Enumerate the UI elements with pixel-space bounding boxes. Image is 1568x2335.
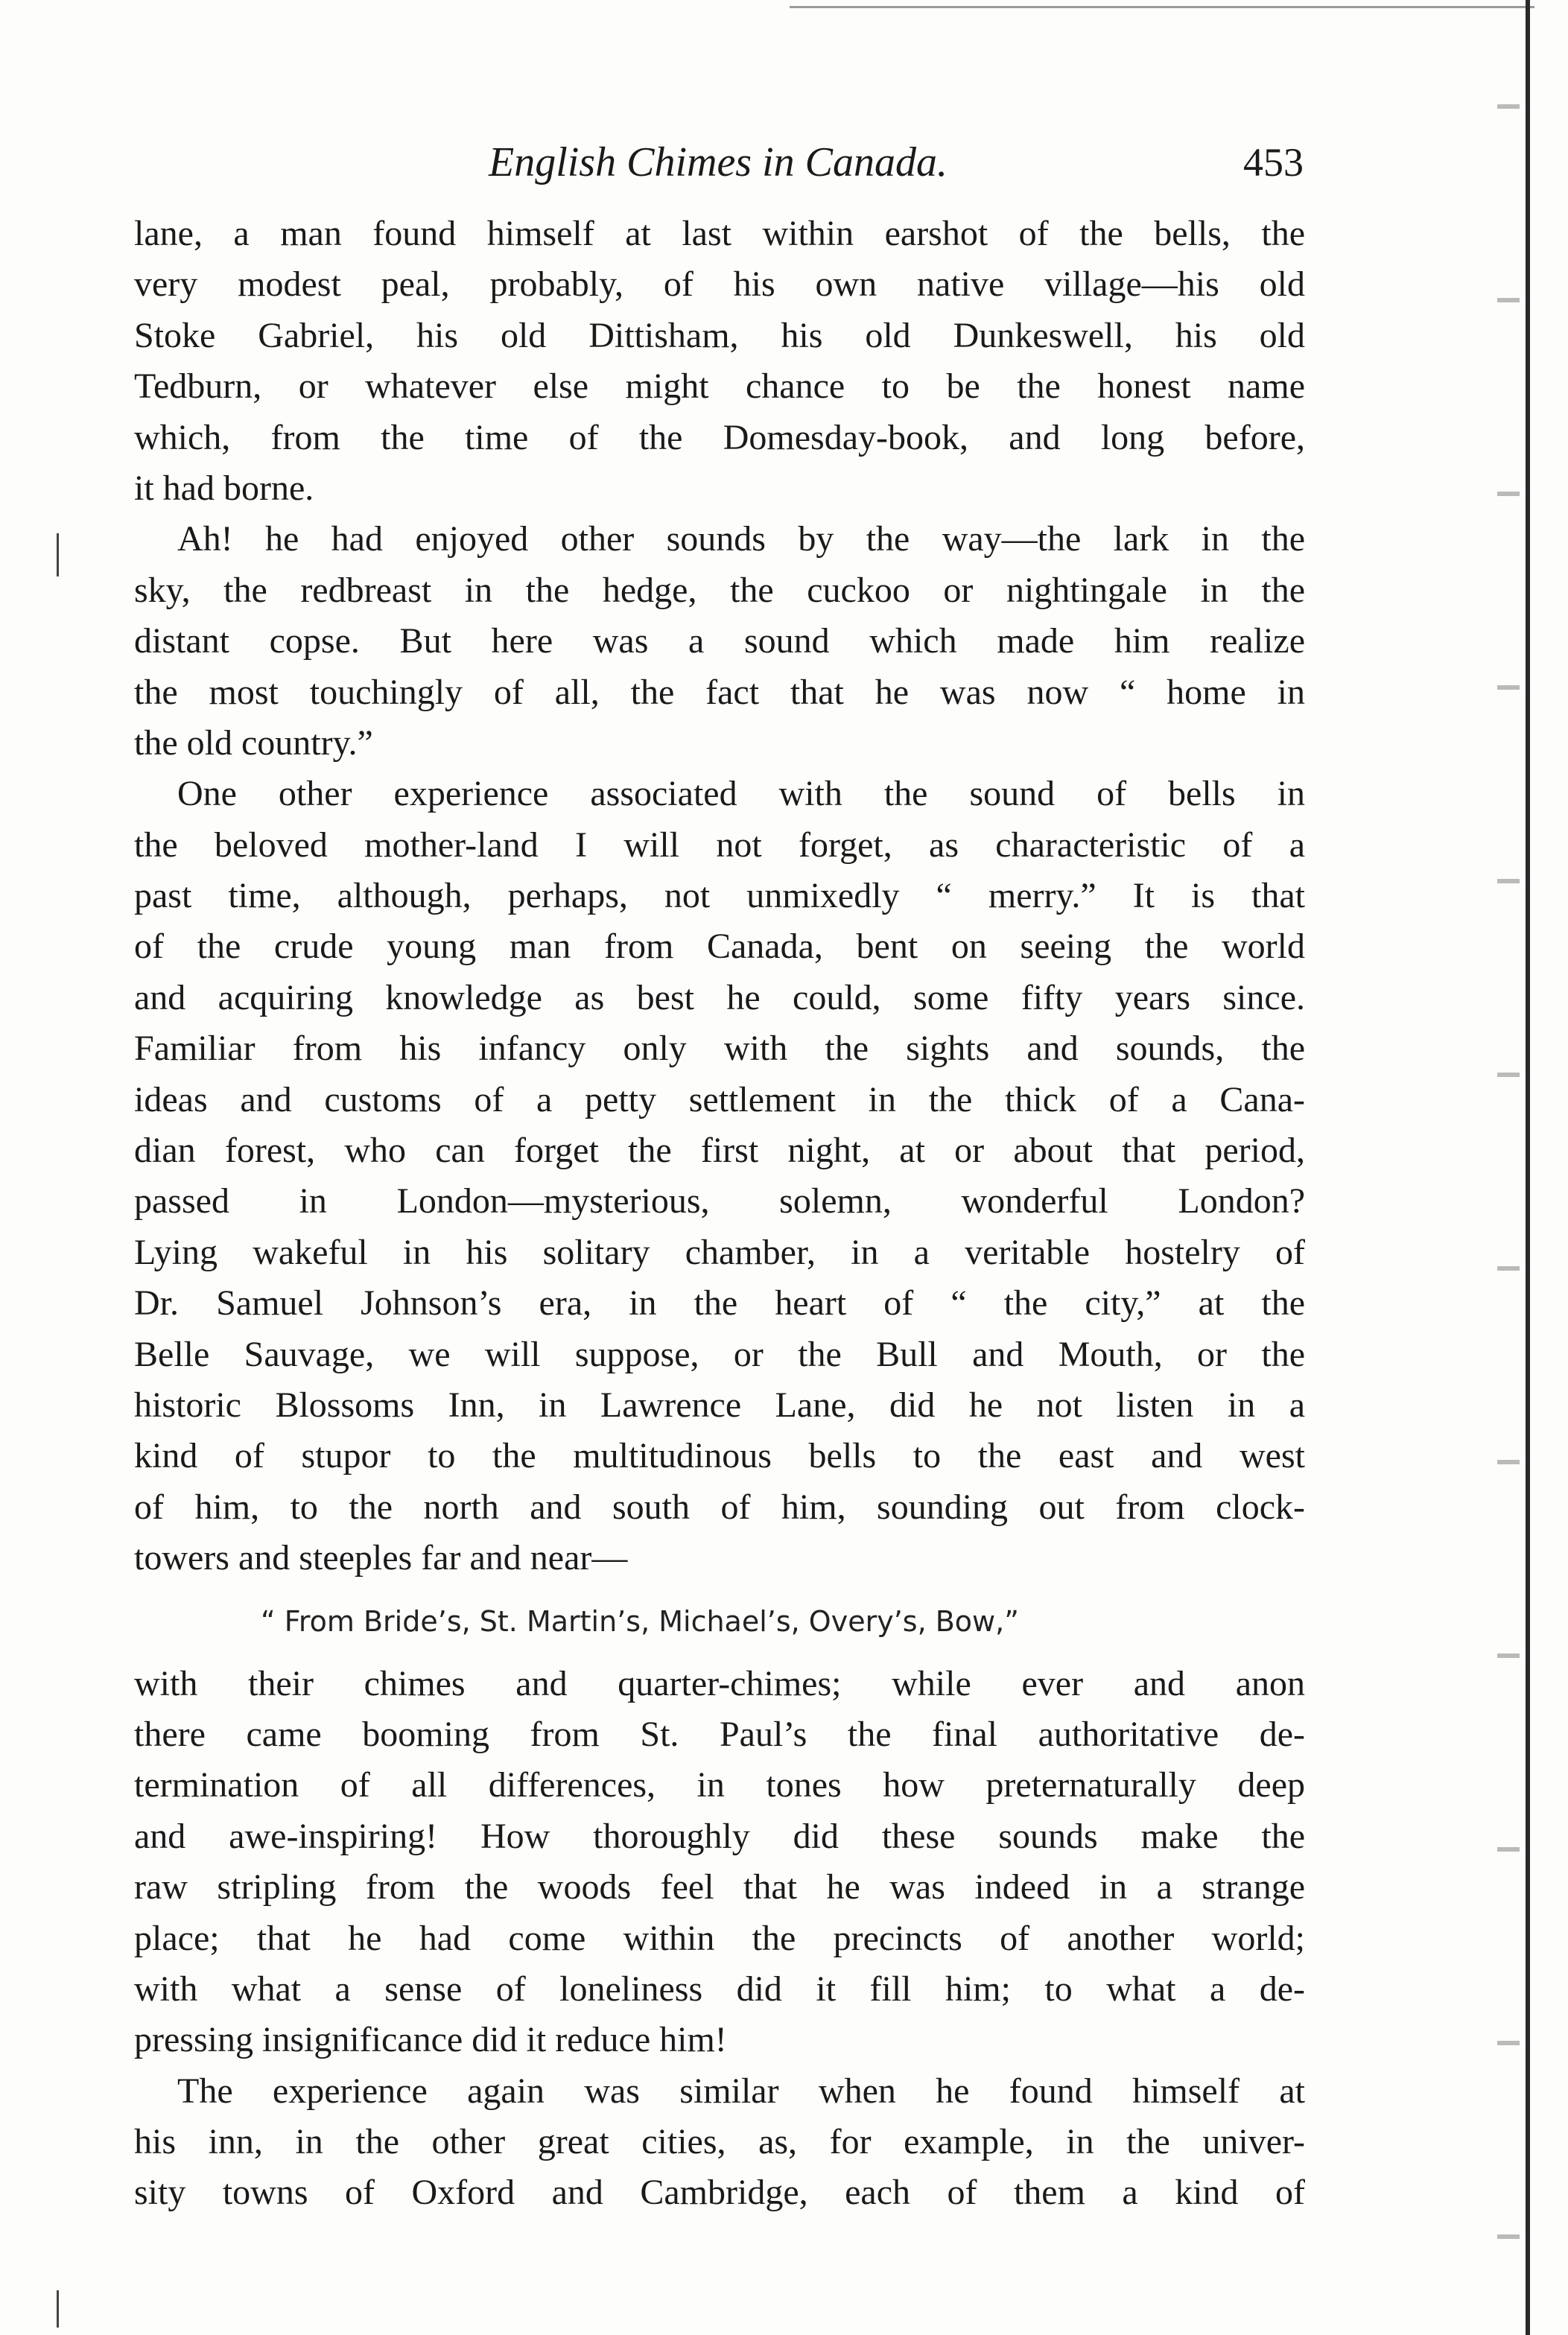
scan-top-rule <box>790 6 1534 8</box>
text-line: Stoke Gabriel, his old Dittisham, his old Dunkeswell, his old <box>134 315 1305 355</box>
scan-margin-mark <box>57 533 59 576</box>
text-line: Familiar from his infancy only with the sights and sounds, the <box>134 1029 1305 1069</box>
body-text <box>134 209 1305 2219</box>
text-line: the beloved mother-land I will not forget, as characteristic of a <box>134 825 1305 865</box>
text-line: and awe-inspiring! How thoroughly did these sounds make the <box>134 1816 1305 1856</box>
text-line: the old country.” <box>134 722 373 763</box>
text-line: Tedburn, or whatever else might chance to be the honest name <box>134 366 1305 407</box>
text-line: very modest peal, probably, of his own native village—his old <box>134 264 1305 305</box>
text-line: with what a sense of loneliness did it fill him; to what a de- <box>134 1969 1305 2009</box>
text-line: The experience again was similar when he found himself at <box>177 2071 1305 2111</box>
text-line: which, from the time of the Domesday-book, and long before, <box>134 417 1305 457</box>
running-head <box>133 133 1304 192</box>
text-line: historic Blossoms Inn, in Lawrence Lane, did he not listen in a <box>134 1385 1305 1425</box>
text-line: raw stripling from the woods feel that he was indeed in a strange <box>134 1867 1305 1907</box>
text-line: sky, the redbreast in the hedge, the cuckoo or nightingale in the <box>134 570 1305 610</box>
text-line: dian forest, who can forget the first night, at or about that period, <box>134 1131 1305 1171</box>
text-line: sity towns of Oxford and Cambridge, each of them a kind of <box>134 2173 1305 2213</box>
text-line: of the crude young man from Canada, bent on seeing the world <box>134 927 1305 967</box>
text-line: there came booming from St. Paul’s the final authoritative de- <box>134 1714 1305 1754</box>
scan-edge-speckle <box>1497 0 1520 2335</box>
text-line: One other experience associated with the sound of bells in <box>177 774 1305 814</box>
text-line: termination of all differences, in tones how preternaturally deep <box>134 1765 1305 1805</box>
text-line: ideas and customs of a petty settlement in the thick of a Cana- <box>134 1079 1305 1119</box>
text-line: with their chimes and quarter-chimes; while ever and anon <box>134 1663 1305 1703</box>
page-number: 453 <box>1243 140 1304 185</box>
text-line: his inn, in the other great cities, as, for example, in the univer- <box>134 2122 1305 2162</box>
text-line: of him, to the north and south of him, sounding out from clock- <box>134 1487 1305 1527</box>
text-line: lane, a man found himself at last within earshot of the bells, the <box>134 214 1305 253</box>
text-line: pressing insignificance did it reduce him! <box>134 2020 727 2060</box>
text-line: Ah! he had enjoyed other sounds by the way—the lark in the <box>177 519 1305 559</box>
text-line: kind of stupor to the multitudinous bells to the east and west <box>134 1436 1305 1476</box>
text-line: distant copse. But here was a sound which made him realize <box>134 621 1305 661</box>
text-line: and acquiring knowledge as best he could, some fifty years since. <box>134 977 1305 1017</box>
text-line: passed in London—mysterious, solemn, wonderful London? <box>134 1181 1305 1221</box>
scan-right-edge <box>1526 0 1530 2335</box>
verse-quotation: “ From Bride’s, St. Martin’s, Michael’s, Overy’s, Bow,” <box>261 1604 1019 1638</box>
text-line: Lying wakeful in his solitary chamber, in a veritable hostelry of <box>134 1232 1305 1272</box>
text-line: place; that he had come within the precincts of another world; <box>134 1918 1305 1958</box>
text-line: Dr. Samuel Johnson’s era, in the heart of “ the city,” at the <box>134 1283 1305 1324</box>
running-title: English Chimes in Canada. <box>488 139 948 185</box>
text-line: it had borne. <box>134 468 314 508</box>
text-line: Belle Sauvage, we will suppose, or the Bull and Mouth, or the <box>134 1334 1305 1374</box>
text-line: towers and steeples far and near— <box>134 1538 628 1578</box>
text-line: past time, although, perhaps, not unmixedly “ merry.” It is that <box>134 876 1305 916</box>
scan-margin-mark <box>57 2290 59 2328</box>
text-line: the most touchingly of all, the fact that he was now “ home in <box>134 672 1305 712</box>
